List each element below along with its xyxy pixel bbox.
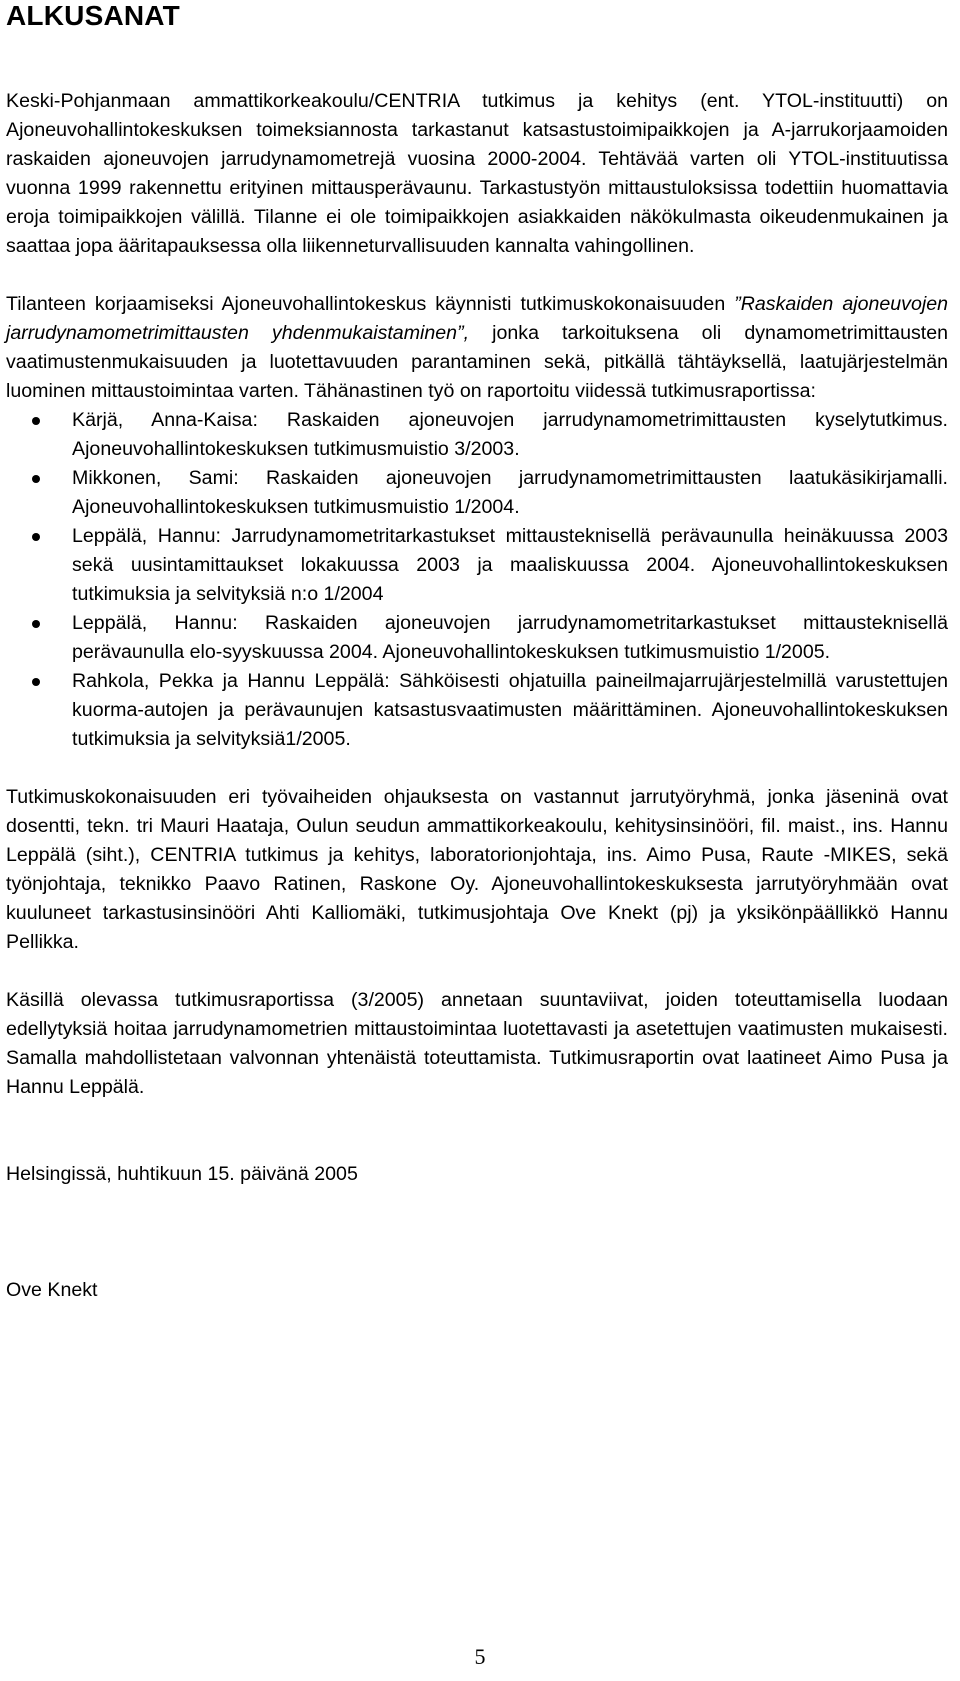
place-date: Helsingissä, huhtikuun 15. päivänä 2005 — [6, 1163, 358, 1185]
page-number: 5 — [474, 1644, 486, 1669]
working-group-paragraph: Tutkimuskokonaisuuden eri työvaiheiden ohjauksesta on vastannut jarrutyöryhmä, jonka jäseninä ovat dosentti, tekn. tri Mauri Haataja, Oulun seudun ammattikorkeakoulu, kehitysinsinööri, fil. maist., ins. Hannu Leppälä (siht.), CENTRIA tutkimus ja kehitys, laboratorionjohtaja, ins. Aimo Pusa, Raute -MIKES, sekä työnjohtaja, teknikko Paavo Ratinen, Raskone Oy. Ajoneuvohallintokeskuksesta jarrutyöryhmään ovat kuuluneet tarkastusinsinööri Ahti Kalliomäki, tutkimusjohtaja Ove Knekt (pj) ja yksikönpäällikkö Hannu Pellikka. — [6, 786, 948, 953]
bullet-icon — [32, 620, 40, 628]
bullet-icon — [32, 533, 40, 541]
report-list — [6, 406, 948, 754]
report-list-item — [6, 464, 948, 522]
project-paragraph — [6, 290, 948, 406]
page-title: ALKUSANAT — [6, 0, 180, 31]
report-text: Kärjä, Anna-Kaisa: Raskaiden ajoneuvojen jarrudynamometrimittausten kyselytutkimus. Ajoneuvohallintokeskuksen tutkimusmuistio 3/2003. — [72, 409, 948, 460]
report-list-item — [6, 522, 948, 609]
report-text: Leppälä, Hannu: Raskaiden ajoneuvojen jarrudynamometritarkastukset mittausteknisellä perävaunulla elo-syyskuussa 2004. Ajoneuvohallintokeskuksen tutkimusmuistio 1/2005. — [72, 612, 948, 663]
intro-paragraph: Keski-Pohjanmaan ammattikorkeakoulu/CENTRIA tutkimus ja kehitys (ent. YTOL-instituutti) on Ajoneuvohallintokeskuksen toimeksiannosta tarkastanut katsastustoimipaikkojen ja A-jarrukorjaamoiden raskaiden ajoneuvojen jarrudynamometrejä vuosina 2000-2004. Tehtävää varten oli YTOL-instituutissa vuonna 1999 rakennettu erityinen mittausperävaunu. Tarkastustyön mittaustuloksissa todettiin huomattavia eroja toimipaikkojen välillä. Tilanne ei ole toimipaikkojen asiakkaiden näkökulmasta oikeudenmukainen ja saattaa jopa ääritapauksessa olla liikenneturvallisuuden kannalta vahingollinen. — [6, 90, 948, 257]
document-page — [6, 0, 948, 1305]
signature: Ove Knekt — [6, 1279, 98, 1301]
report-text: Leppälä, Hannu: Jarrudynamometritarkastukset mittausteknisellä perävaunulla heinäkuussa 2003 sekä uusintamittaukset lokakuussa 2003 ja maaliskuussa 2004. Ajoneuvohallintokeskuksen tutkimuksia ja selvityksiä n:o 1/2004 — [72, 525, 948, 605]
report-list-item — [6, 609, 948, 667]
project-lead-text: Tilanteen korjaamiseksi Ajoneuvohallintokeskus käynnisti tutkimuskokonaisuuden — [6, 293, 735, 315]
report-text: Mikkonen, Sami: Raskaiden ajoneuvojen jarrudynamometrimittausten laatukäsikirjamalli. Ajoneuvohallintokeskuksen tutkimusmuistio 1/2004. — [72, 467, 948, 518]
report-list-item — [6, 406, 948, 464]
bullet-icon — [32, 678, 40, 686]
report-summary-paragraph: Käsillä olevassa tutkimusraportissa (3/2005) annetaan suuntaviivat, joiden toteuttamisella luodaan edellytyksiä hoitaa jarrudynamometrien mittaustoimintaa luotettavasti ja asetettujen vaatimusten mukaisesti. Samalla mahdollistetaan valvonnan yhtenäistä toteuttamista. Tutkimusraportin ovat laatineet Aimo Pusa ja Hannu Leppälä. — [6, 989, 948, 1098]
project-title: ”Raskaiden ajoneuvojen jarrudynamometrimittausten yhdenmukaistaminen”, — [6, 293, 948, 344]
project-rest-text: jonka tarkoituksena oli dynamometrimittausten vaatimustenmukaisuuden ja luotettavuuden parantaminen sekä, pitkällä tähtäyksellä, laatujärjestelmän luominen mittaustoimintaa varten. Tähänastinen työ on raportoitu viidessä tutkimusraportissa: — [6, 322, 948, 402]
report-list-item — [6, 667, 948, 754]
bullet-icon — [32, 417, 40, 425]
bullet-icon — [32, 475, 40, 483]
report-text: Rahkola, Pekka ja Hannu Leppälä: Sähköisesti ohjatuilla paineilmajarrujärjestelmillä varustettujen kuorma-autojen ja perävaunujen katsastusvaatimusten määrittäminen. Ajoneuvohallintokeskuksen tutkimuksia ja selvityksiä1/2005. — [72, 670, 948, 750]
